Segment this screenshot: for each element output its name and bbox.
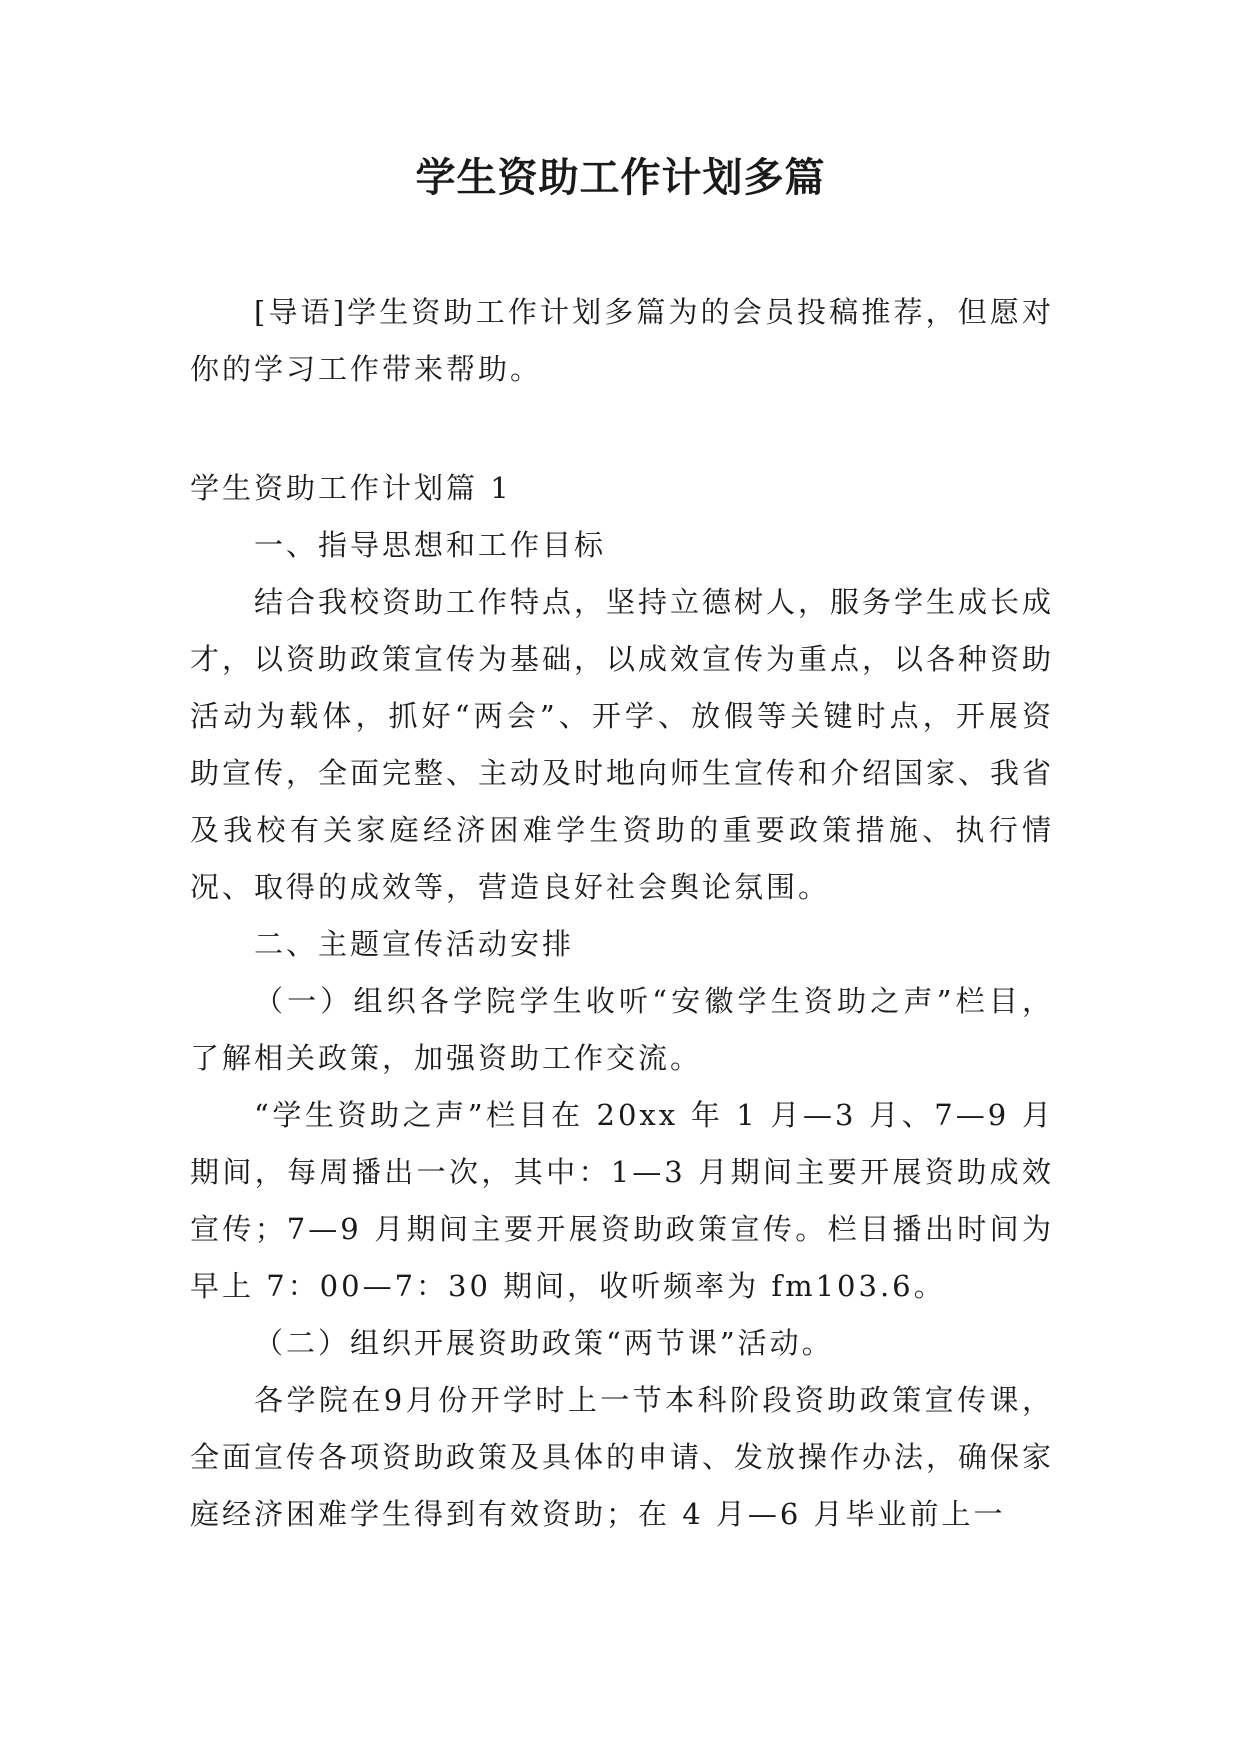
lead-block [190, 284, 1054, 398]
body-paragraph: （一）组织各学院学生收听“安徽学生资助之声”栏目，了解相关政策，加强资助工作交流。 [190, 984, 1054, 1075]
body-paragraph: 各学院在9月份开学时上一节本科阶段资助政策宣传课，全面宣传各项资助政策及具体的申请、发放操作办法，确保家庭经济困难学生得到有效资助；在 4 月—6 月毕业前上一 [190, 1383, 1055, 1531]
heading-activity-arrangement: 二、主题宣传活动安排 [254, 927, 575, 961]
article-body [190, 460, 1054, 1543]
body-paragraph: “学生资助之声”栏目在 20xx 年 1 月—3 月、7—9 月期间，每周播出一次，其中：1—3 月期间主要开展资助成效宣传；7—9 月期间主要开展资助政策宣传。栏目播出时间为早上 7：00—7：30 期间，收听频率为 fm103.6。 [190, 1098, 1054, 1303]
heading-guiding-ideology: 一、指导思想和工作目标 [254, 528, 607, 562]
section-heading: 学生资助工作计划篇 1 [190, 471, 512, 505]
body-paragraph: 结合我校资助工作特点，坚持立德树人，服务学生成长成才，以资助政策宣传为基础，以成效宣传为重点，以各种资助活动为载体，抓好“两会”、开学、放假等关键时点，开展资助宣传，全面完整、主动及时地向师生宣传和介绍国家、我省及我校有关家庭经济困难学生资助的重要政策措施、执行情况、取得的成效等，营造良好社会舆论氛围。 [190, 585, 1055, 904]
body-paragraph: （二）组织开展资助政策“两节课”活动。 [254, 1326, 834, 1360]
lead-paragraph: [导语]学生资助工作计划多篇为的会员投稿推荐，但愿对你的学习工作带来帮助。 [190, 295, 1054, 386]
document-title: 学生资助工作计划多篇 [415, 155, 826, 201]
